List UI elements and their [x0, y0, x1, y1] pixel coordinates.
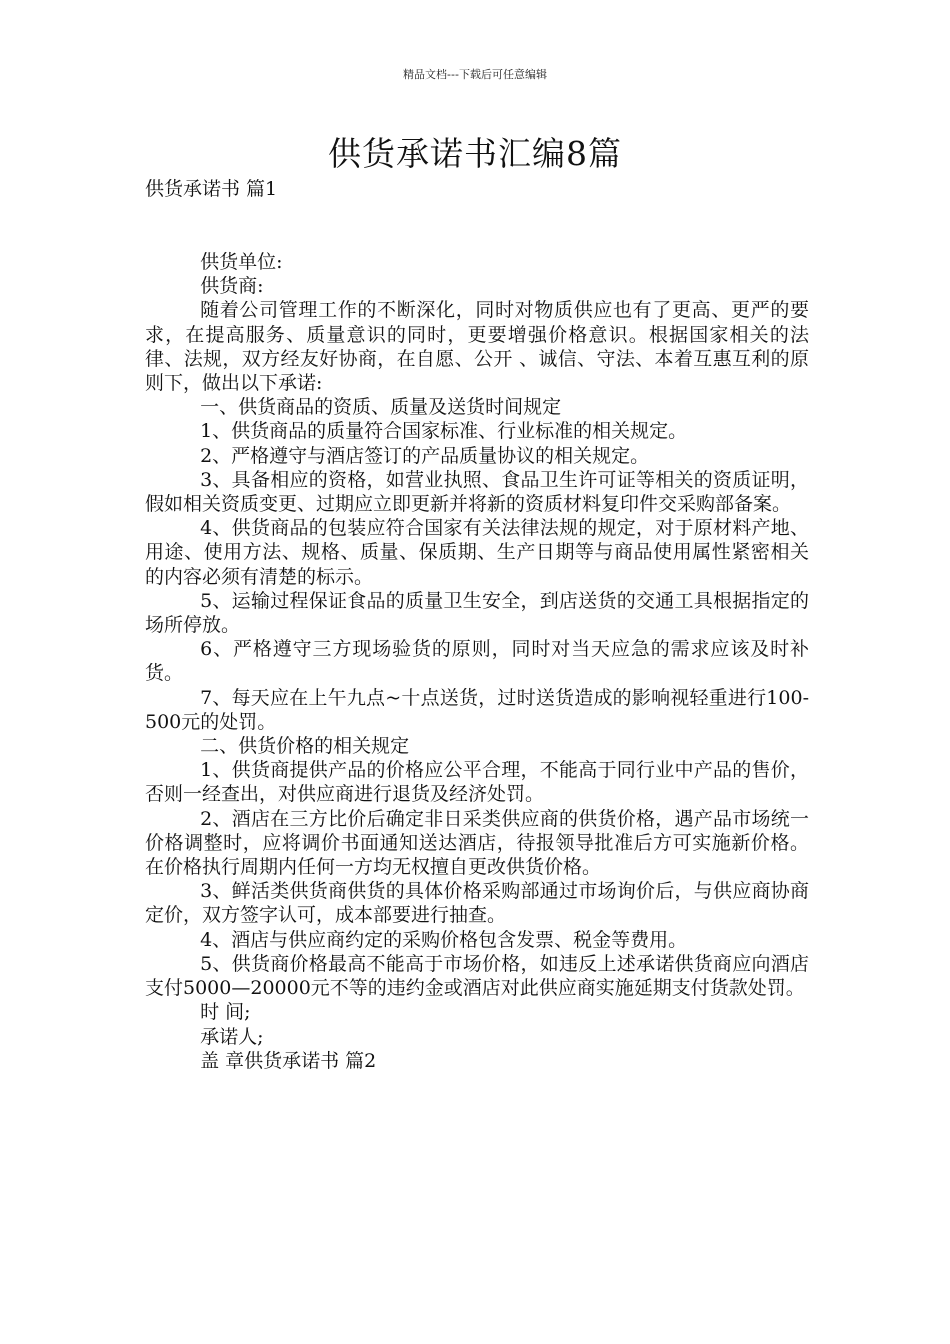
paragraph-supplier-unit: 供货单位: — [200, 251, 283, 273]
paragraph-supplier: 供货商: — [200, 275, 264, 298]
paragraph-heading-2: 二、供货价格的相关规定 — [200, 735, 410, 758]
paragraph-item: 2、酒店在三方比价后确定非日采类供应商的供货价格，遇产品市场统一价格调整时，应将调价书面通知送达酒店，待报领导批准后方可实施新价格。在价格执行周期内任何一方均无权擅自更改供货价格。 — [145, 807, 809, 879]
paragraph-item: 4、酒店与供应商约定的采购价格包含发票、税金等费用。 — [200, 928, 688, 951]
paragraph-item: 1、供货商品的质量符合国家标准、行业标准的相关规定。 — [200, 420, 688, 443]
paragraph-item: 2、严格遵守与酒店签订的产品质量协议的相关规定。 — [200, 444, 650, 467]
paragraph-item: 3、具备相应的资格，如营业执照、食品卫生许可证等相关的资质证明，假如相关资质变更、过期应立即更新并将新的资质材料复印件交采购部备案。 — [145, 468, 809, 516]
paragraph-item: 5、运输过程保证食品的质量卫生安全，到店送货的交通工具根据指定的场所停放。 — [145, 589, 809, 637]
paragraph-intro: 随着公司管理工作的不断深化，同时对物质供应也有了更高、更严的要求，在提高服务、质量意识的同时，更要增强价格意识。根据国家相关的法律、法规，双方经友好协商，在自愿、公开 、诚信、守法、本着互惠互利的原则下，做出以下承诺: — [145, 299, 809, 395]
paragraph-item: 7、每天应在上午九点~十点送货，过时送货造成的影响视轻重进行100-500元的处罚。 — [145, 686, 809, 733]
document-title: 供货承诺书汇编8篇 — [328, 134, 622, 173]
paragraph-item: 4、供货商品的包装应符合国家有关法律法规的规定，对于原材料产地、用途、使用方法、规格、质量、保质期、生产日期等与商品使用属性紧密相关的内容必须有清楚的标示。 — [145, 517, 809, 588]
paragraph-item: 5、供货商价格最高不能高于市场价格，如违反上述承诺供货商应向酒店支付5000—20000元不等的违约金或酒店对此供应商实施延期支付货款处罚。 — [145, 952, 809, 1000]
paragraph-heading-1: 一、供货商品的资质、质量及送货时间规定 — [200, 396, 562, 419]
paragraph-seal: 盖 章供货承诺书 篇2 — [200, 1049, 377, 1072]
paragraph-time: 时 间; — [200, 1001, 251, 1024]
section-heading: 供货承诺书 篇1 — [145, 178, 278, 200]
paragraph-item: 6、严格遵守三方现场验货的原则，同时对当天应急的需求应该及时补货。 — [145, 638, 809, 685]
paragraph-item: 1、供货商提供产品的价格应公平合理，不能高于同行业中产品的售价，否则一经查出，对供应商进行退货及经济处罚。 — [145, 759, 809, 806]
paragraph-item: 3、鲜活类供货商供货的具体价格采购部通过市场询价后，与供应商协商定价，双方签字认可，成本部要进行抽查。 — [145, 880, 809, 927]
header-note: 精品文档---下载后可任意编辑 — [403, 68, 547, 81]
paragraph-promiser: 承诺人; — [200, 1025, 264, 1048]
document-body — [145, 250, 809, 1073]
